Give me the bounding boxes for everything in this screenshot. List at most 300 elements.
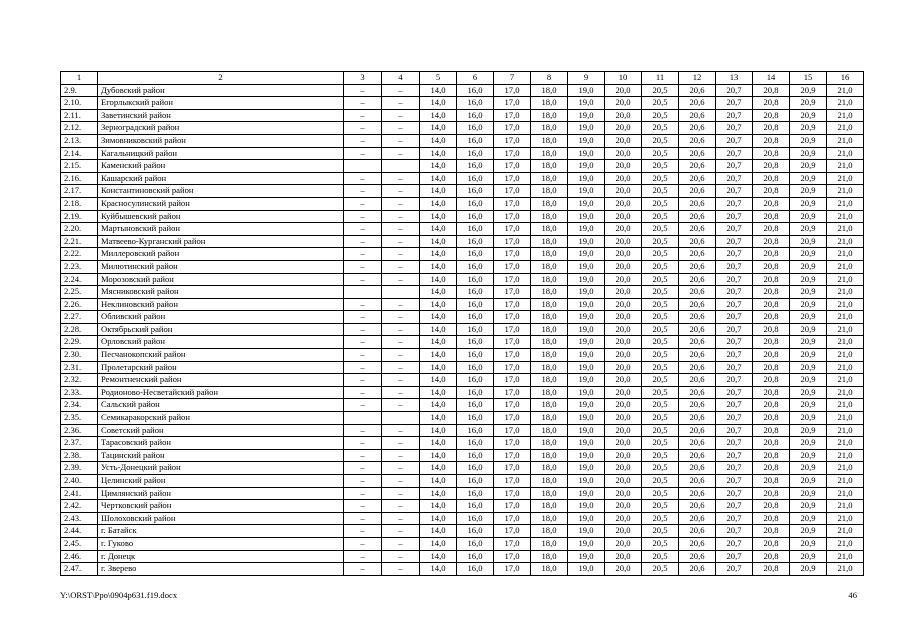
row-number-cell: 2.37.	[61, 437, 98, 450]
value-cell: 20,6	[679, 437, 716, 450]
value-cell: 14,0	[420, 260, 457, 273]
value-cell: 20,8	[753, 197, 790, 210]
value-cell: 19,0	[568, 399, 605, 412]
value-cell: 20,7	[716, 210, 753, 223]
value-cell: 21,0	[827, 311, 864, 324]
table-row	[61, 160, 864, 173]
dash-cell: –	[382, 475, 420, 488]
value-cell: 18,0	[531, 487, 568, 500]
value-cell: 20,9	[790, 399, 827, 412]
dash-cell: –	[344, 361, 382, 374]
row-number-cell: 2.12.	[61, 122, 98, 135]
value-cell: 18,0	[531, 210, 568, 223]
value-cell: 20,8	[753, 185, 790, 198]
value-cell: 16,0	[457, 550, 494, 563]
value-cell: 20,0	[605, 550, 642, 563]
value-cell: 20,8	[753, 361, 790, 374]
dash-cell: –	[344, 525, 382, 538]
value-cell: 14,0	[420, 172, 457, 185]
value-cell: 20,5	[642, 109, 679, 122]
value-cell: 19,0	[568, 172, 605, 185]
value-cell: 17,0	[494, 550, 531, 563]
row-number-cell: 2.31.	[61, 361, 98, 374]
district-name-cell: Заветинский район	[98, 109, 344, 122]
value-cell: 18,0	[531, 235, 568, 248]
value-cell: 14,0	[420, 424, 457, 437]
value-cell: 20,5	[642, 563, 679, 576]
value-cell: 21,0	[827, 349, 864, 362]
dash-cell: –	[344, 563, 382, 576]
value-cell: 20,8	[753, 273, 790, 286]
value-cell: 16,0	[457, 537, 494, 550]
value-cell: 20,9	[790, 525, 827, 538]
value-cell: 20,6	[679, 323, 716, 336]
value-cell: 18,0	[531, 323, 568, 336]
value-cell: 20,0	[605, 223, 642, 236]
district-name-cell: Сальский район	[98, 399, 344, 412]
value-cell: 18,0	[531, 185, 568, 198]
value-cell: 20,0	[605, 462, 642, 475]
value-cell: 21,0	[827, 185, 864, 198]
value-cell: 16,0	[457, 172, 494, 185]
column-number-header: 4	[382, 72, 420, 85]
value-cell: 20,6	[679, 512, 716, 525]
value-cell: 19,0	[568, 462, 605, 475]
dash-cell: –	[382, 134, 420, 147]
value-cell: 20,6	[679, 374, 716, 387]
value-cell: 21,0	[827, 109, 864, 122]
value-cell: 16,0	[457, 223, 494, 236]
value-cell: 17,0	[494, 537, 531, 550]
value-cell: 20,7	[716, 84, 753, 97]
value-cell: 20,8	[753, 475, 790, 488]
row-number-cell: 2.17.	[61, 185, 98, 198]
value-cell: 20,0	[605, 487, 642, 500]
value-cell: 21,0	[827, 437, 864, 450]
district-name-cell: Семикаракорский район	[98, 412, 344, 425]
row-number-cell: 2.27.	[61, 311, 98, 324]
value-cell: 14,0	[420, 286, 457, 299]
value-cell: 21,0	[827, 172, 864, 185]
value-cell: 20,8	[753, 235, 790, 248]
dash-cell: –	[382, 500, 420, 513]
column-number-header: 1	[61, 72, 98, 85]
dash-cell: –	[382, 374, 420, 387]
value-cell: 16,0	[457, 487, 494, 500]
value-cell: 20,6	[679, 487, 716, 500]
value-cell: 17,0	[494, 449, 531, 462]
dash-cell: –	[382, 273, 420, 286]
value-cell: 17,0	[494, 500, 531, 513]
value-cell: 19,0	[568, 475, 605, 488]
row-number-cell: 2.24.	[61, 273, 98, 286]
value-cell: 14,0	[420, 399, 457, 412]
value-cell: 20,6	[679, 298, 716, 311]
value-cell: 21,0	[827, 298, 864, 311]
dash-cell: –	[382, 248, 420, 261]
district-name-cell: Красносулинский район	[98, 197, 344, 210]
value-cell: 16,0	[457, 525, 494, 538]
value-cell: 20,7	[716, 323, 753, 336]
value-cell: 16,0	[457, 273, 494, 286]
value-cell: 20,6	[679, 449, 716, 462]
value-cell: 20,7	[716, 172, 753, 185]
dash-cell: –	[344, 386, 382, 399]
district-name-cell: Пролетарский район	[98, 361, 344, 374]
table-row	[61, 134, 864, 147]
value-cell: 20,6	[679, 462, 716, 475]
value-cell: 21,0	[827, 512, 864, 525]
row-number-cell: 2.11.	[61, 109, 98, 122]
value-cell: 18,0	[531, 336, 568, 349]
value-cell: 21,0	[827, 248, 864, 261]
dash-cell: –	[382, 537, 420, 550]
dash-cell: –	[344, 235, 382, 248]
value-cell: 20,5	[642, 147, 679, 160]
value-cell: 20,0	[605, 537, 642, 550]
value-cell: 20,9	[790, 223, 827, 236]
value-cell: 20,9	[790, 197, 827, 210]
dash-cell: –	[344, 197, 382, 210]
value-cell: 20,9	[790, 349, 827, 362]
value-cell: 14,0	[420, 235, 457, 248]
value-cell: 20,8	[753, 399, 790, 412]
value-cell: 20,0	[605, 500, 642, 513]
value-cell: 20,0	[605, 311, 642, 324]
value-cell: 20,9	[790, 424, 827, 437]
row-number-cell: 2.16.	[61, 172, 98, 185]
column-number-header: 11	[642, 72, 679, 85]
value-cell: 18,0	[531, 248, 568, 261]
row-number-cell: 2.36.	[61, 424, 98, 437]
value-cell: 16,0	[457, 84, 494, 97]
value-cell: 18,0	[531, 97, 568, 110]
dash-cell: –	[382, 223, 420, 236]
value-cell: 20,8	[753, 386, 790, 399]
row-number-cell: 2.14.	[61, 147, 98, 160]
value-cell: 14,0	[420, 311, 457, 324]
value-cell: 20,7	[716, 298, 753, 311]
value-cell: 20,6	[679, 550, 716, 563]
value-cell: 20,9	[790, 286, 827, 299]
value-cell: 19,0	[568, 84, 605, 97]
value-cell: 21,0	[827, 462, 864, 475]
value-cell: 17,0	[494, 349, 531, 362]
value-cell: 19,0	[568, 122, 605, 135]
value-cell: 20,8	[753, 122, 790, 135]
value-cell: 18,0	[531, 374, 568, 387]
row-number-cell: 2.18.	[61, 197, 98, 210]
value-cell: 16,0	[457, 399, 494, 412]
value-cell: 20,6	[679, 361, 716, 374]
row-number-cell: 2.21.	[61, 235, 98, 248]
value-cell: 20,8	[753, 537, 790, 550]
value-cell: 17,0	[494, 298, 531, 311]
district-name-cell: Усть-Донецкий район	[98, 462, 344, 475]
value-cell: 20,0	[605, 273, 642, 286]
row-number-cell: 2.34.	[61, 399, 98, 412]
row-number-cell: 2.35.	[61, 412, 98, 425]
value-cell: 20,7	[716, 160, 753, 173]
value-cell: 16,0	[457, 210, 494, 223]
dash-cell: –	[382, 298, 420, 311]
value-cell: 20,9	[790, 109, 827, 122]
value-cell: 19,0	[568, 298, 605, 311]
value-cell: 20,7	[716, 563, 753, 576]
table-row	[61, 122, 864, 135]
value-cell: 20,8	[753, 336, 790, 349]
value-cell: 20,6	[679, 223, 716, 236]
dash-cell: –	[344, 223, 382, 236]
value-cell: 18,0	[531, 147, 568, 160]
district-name-cell: Каменский район	[98, 160, 344, 173]
value-cell: 20,5	[642, 248, 679, 261]
value-cell: 18,0	[531, 260, 568, 273]
value-cell: 20,9	[790, 374, 827, 387]
dash-cell: –	[344, 437, 382, 450]
dash-cell: –	[344, 298, 382, 311]
value-cell: 19,0	[568, 311, 605, 324]
value-cell: 17,0	[494, 122, 531, 135]
value-cell: 20,5	[642, 550, 679, 563]
district-name-cell: г. Донецк	[98, 550, 344, 563]
district-name-cell: Тарасовский район	[98, 437, 344, 450]
value-cell: 20,0	[605, 147, 642, 160]
value-cell: 16,0	[457, 298, 494, 311]
value-cell: 20,5	[642, 525, 679, 538]
value-cell: 20,5	[642, 298, 679, 311]
row-number-cell: 2.25.	[61, 286, 98, 299]
value-cell: 21,0	[827, 147, 864, 160]
row-number-cell: 2.15.	[61, 160, 98, 173]
value-cell: 20,9	[790, 235, 827, 248]
value-cell: 19,0	[568, 109, 605, 122]
value-cell: 20,8	[753, 525, 790, 538]
value-cell: 20,7	[716, 273, 753, 286]
value-cell: 17,0	[494, 563, 531, 576]
table-row	[61, 286, 864, 299]
dash-cell: –	[382, 487, 420, 500]
value-cell: 16,0	[457, 336, 494, 349]
value-cell: 14,0	[420, 273, 457, 286]
value-cell: 16,0	[457, 361, 494, 374]
value-cell: 20,6	[679, 399, 716, 412]
row-number-cell: 2.43.	[61, 512, 98, 525]
value-cell: 14,0	[420, 349, 457, 362]
dash-cell: –	[382, 349, 420, 362]
table-row	[61, 512, 864, 525]
value-cell: 21,0	[827, 424, 864, 437]
dash-cell: –	[344, 84, 382, 97]
table-row	[61, 147, 864, 160]
dash-cell: –	[382, 172, 420, 185]
value-cell: 17,0	[494, 311, 531, 324]
value-cell: 14,0	[420, 185, 457, 198]
value-cell: 20,7	[716, 537, 753, 550]
value-cell: 20,8	[753, 134, 790, 147]
table-row	[61, 248, 864, 261]
value-cell: 19,0	[568, 437, 605, 450]
value-cell: 18,0	[531, 273, 568, 286]
dash-cell: –	[382, 147, 420, 160]
dash-cell: –	[382, 97, 420, 110]
value-cell: 21,0	[827, 273, 864, 286]
value-cell: 19,0	[568, 336, 605, 349]
dash-cell: –	[382, 437, 420, 450]
row-number-cell: 2.41.	[61, 487, 98, 500]
dash-cell	[344, 160, 382, 173]
value-cell: 18,0	[531, 84, 568, 97]
dash-cell	[382, 286, 420, 299]
value-cell: 14,0	[420, 487, 457, 500]
value-cell: 20,0	[605, 449, 642, 462]
value-cell: 18,0	[531, 537, 568, 550]
value-cell: 20,0	[605, 336, 642, 349]
value-cell: 21,0	[827, 122, 864, 135]
dash-cell: –	[344, 475, 382, 488]
value-cell: 17,0	[494, 475, 531, 488]
dash-cell: –	[382, 185, 420, 198]
value-cell: 20,0	[605, 374, 642, 387]
value-cell: 20,9	[790, 122, 827, 135]
value-cell: 20,7	[716, 487, 753, 500]
district-name-cell: Тацинский район	[98, 449, 344, 462]
dash-cell	[382, 160, 420, 173]
value-cell: 17,0	[494, 412, 531, 425]
value-cell: 19,0	[568, 223, 605, 236]
value-cell: 14,0	[420, 537, 457, 550]
value-cell: 19,0	[568, 537, 605, 550]
value-cell: 20,6	[679, 260, 716, 273]
value-cell: 20,6	[679, 311, 716, 324]
dash-cell: –	[344, 147, 382, 160]
value-cell: 20,7	[716, 248, 753, 261]
district-name-cell: Морозовский район	[98, 273, 344, 286]
value-cell: 21,0	[827, 97, 864, 110]
value-cell: 20,8	[753, 374, 790, 387]
footer-file-path: Y:\ORST\Ppo\0904p631.f19.docx	[60, 590, 178, 600]
value-cell: 20,6	[679, 273, 716, 286]
value-cell: 20,8	[753, 462, 790, 475]
column-number-header: 12	[679, 72, 716, 85]
value-cell: 16,0	[457, 512, 494, 525]
value-cell: 14,0	[420, 500, 457, 513]
value-cell: 21,0	[827, 336, 864, 349]
value-cell: 17,0	[494, 424, 531, 437]
value-cell: 18,0	[531, 172, 568, 185]
value-cell: 20,8	[753, 512, 790, 525]
value-cell: 19,0	[568, 97, 605, 110]
value-cell: 20,6	[679, 109, 716, 122]
dash-cell: –	[344, 487, 382, 500]
dash-cell: –	[344, 185, 382, 198]
table-row	[61, 361, 864, 374]
dash-cell: –	[382, 462, 420, 475]
value-cell: 14,0	[420, 223, 457, 236]
value-cell: 21,0	[827, 525, 864, 538]
value-cell: 20,8	[753, 323, 790, 336]
value-cell: 14,0	[420, 525, 457, 538]
value-cell: 20,0	[605, 286, 642, 299]
value-cell: 20,7	[716, 424, 753, 437]
value-cell: 20,0	[605, 475, 642, 488]
value-cell: 18,0	[531, 449, 568, 462]
row-number-cell: 2.26.	[61, 298, 98, 311]
district-name-cell: Неклиновский район	[98, 298, 344, 311]
table-row	[61, 424, 864, 437]
value-cell: 16,0	[457, 449, 494, 462]
table-row	[61, 197, 864, 210]
dash-cell: –	[344, 399, 382, 412]
value-cell: 21,0	[827, 260, 864, 273]
value-cell: 16,0	[457, 185, 494, 198]
value-cell: 20,0	[605, 197, 642, 210]
value-cell: 18,0	[531, 512, 568, 525]
value-cell: 16,0	[457, 286, 494, 299]
value-cell: 14,0	[420, 147, 457, 160]
column-number-header: 10	[605, 72, 642, 85]
value-cell: 20,8	[753, 500, 790, 513]
value-cell: 20,6	[679, 336, 716, 349]
value-cell: 20,0	[605, 122, 642, 135]
value-cell: 20,6	[679, 563, 716, 576]
value-cell: 20,7	[716, 109, 753, 122]
value-cell: 20,7	[716, 525, 753, 538]
value-cell: 20,5	[642, 210, 679, 223]
value-cell: 20,5	[642, 399, 679, 412]
value-cell: 18,0	[531, 550, 568, 563]
value-cell: 20,8	[753, 97, 790, 110]
value-cell: 20,0	[605, 160, 642, 173]
value-cell: 20,7	[716, 462, 753, 475]
value-cell: 20,8	[753, 349, 790, 362]
value-cell: 20,8	[753, 210, 790, 223]
value-cell: 14,0	[420, 323, 457, 336]
value-cell: 20,7	[716, 374, 753, 387]
dash-cell: –	[382, 361, 420, 374]
table-row	[61, 525, 864, 538]
value-cell: 19,0	[568, 512, 605, 525]
value-cell: 16,0	[457, 323, 494, 336]
value-cell: 19,0	[568, 550, 605, 563]
table-row	[61, 374, 864, 387]
value-cell: 20,7	[716, 412, 753, 425]
value-cell: 17,0	[494, 172, 531, 185]
value-cell: 18,0	[531, 525, 568, 538]
value-cell: 19,0	[568, 424, 605, 437]
value-cell: 20,6	[679, 286, 716, 299]
value-cell: 18,0	[531, 437, 568, 450]
value-cell: 20,0	[605, 361, 642, 374]
value-cell: 20,7	[716, 336, 753, 349]
value-cell: 20,9	[790, 84, 827, 97]
value-cell: 20,6	[679, 160, 716, 173]
value-cell: 20,8	[753, 248, 790, 261]
value-cell: 21,0	[827, 412, 864, 425]
value-cell: 18,0	[531, 349, 568, 362]
value-cell: 18,0	[531, 424, 568, 437]
column-number-header: 13	[716, 72, 753, 85]
value-cell: 17,0	[494, 223, 531, 236]
value-cell: 20,0	[605, 386, 642, 399]
value-cell: 20,7	[716, 260, 753, 273]
row-number-cell: 2.29.	[61, 336, 98, 349]
column-number-header: 8	[531, 72, 568, 85]
table-row	[61, 97, 864, 110]
dash-cell: –	[382, 386, 420, 399]
dash-cell: –	[382, 84, 420, 97]
value-cell: 20,9	[790, 134, 827, 147]
